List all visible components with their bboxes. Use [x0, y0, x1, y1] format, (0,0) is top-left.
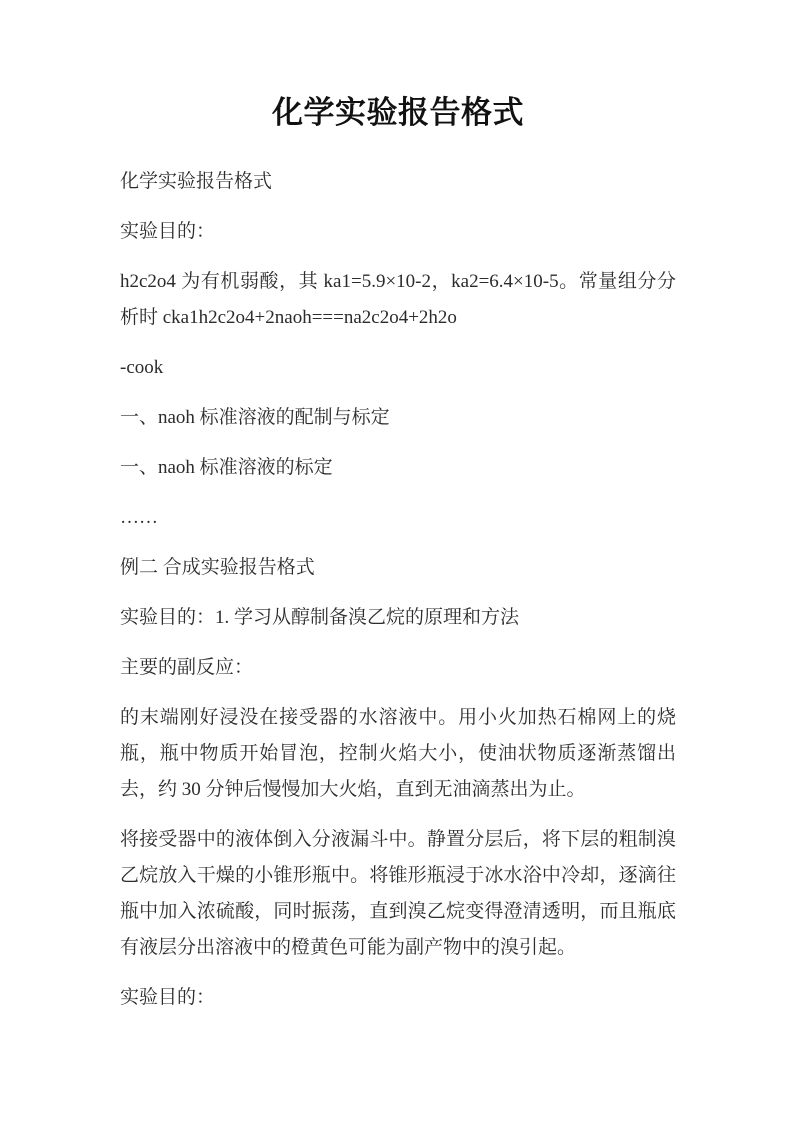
separation-paragraph: 将接受器中的液体倒入分液漏斗中。静置分层后，将下层的粗制溴乙烷放入干燥的小锥形瓶中。将锥形瓶浸于冰水浴中冷却，逐滴往瓶中加入浓硫酸，同时振荡，直到溴乙烷变得澄清透明，而且瓶底有液层分出溶液中的橙黄色可能为副产物中的溴引起。: [120, 829, 676, 958]
naoh-preparation-heading: 一、naoh 标准溶液的配制与标定: [120, 407, 390, 428]
purpose-heading: 实验目的：: [120, 221, 216, 242]
document-title: 化学实验报告格式: [272, 95, 524, 130]
ellipsis-line: ……: [120, 507, 158, 528]
purpose-heading-bottom: 实验目的：: [120, 987, 216, 1008]
oxalic-acid-description: h2c2o4 为有机弱酸，其 ka1=5.9×10-2，ka2=6.4×10-5。常量组分分析时 cka1h2c2o4+2naoh===na2c2o4+2h2o: [120, 271, 676, 328]
naoh-calibration-heading: 一、naoh 标准溶液的标定: [120, 457, 333, 478]
side-reactions-heading: 主要的副反应：: [120, 657, 254, 678]
distillation-paragraph: 的末端刚好浸没在接受器的水溶液中。用小火加热石棉网上的烧瓶，瓶中物质开始冒泡，控制火焰大小，使油状物质逐渐蒸馏出去，约 30 分钟后慢慢加大火焰，直到无油滴蒸出为止。: [120, 707, 676, 800]
cook-line: -cook: [120, 357, 164, 378]
example-two-heading: 例二 合成实验报告格式: [120, 557, 315, 578]
subtitle-line: 化学实验报告格式: [120, 171, 273, 192]
purpose-method-line: 实验目的：1. 学习从醇制备溴乙烷的原理和方法: [120, 607, 520, 628]
